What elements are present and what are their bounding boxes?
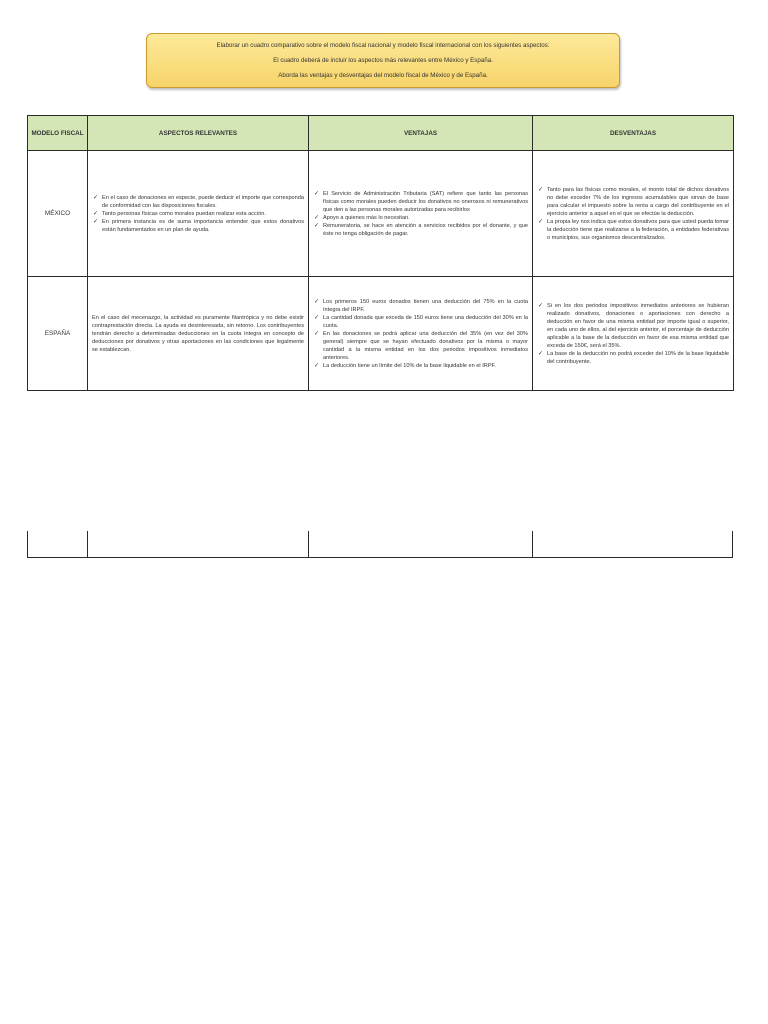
list-item: ✓ Remuneratoria, se hace en atención a servicios recibidos por el donante, y que éste no tenga obligación de pagar.: [313, 222, 528, 238]
comparison-table: [27, 115, 733, 391]
list-item: ✓ Tanto personas físicas como morales puedan realizar esta acción.: [92, 210, 304, 218]
header-aspectos-relevantes: ASPECTOS RELEVANTES: [88, 116, 309, 151]
header-ventajas: VENTAJAS: [309, 116, 533, 151]
ventajas-cell-mexico: [309, 151, 533, 277]
row-border-left: [27, 531, 28, 558]
model-cell-mexico: MÉXICO: [28, 151, 88, 277]
model-cell-espana: ESPAÑA: [28, 277, 88, 391]
instruction-line-3: Aborda las ventajas y desventajas del modelo fiscal de México y de España.: [278, 72, 488, 79]
list-item: ✓ En el caso de donaciones en especie, puede deducir el importe que corresponda de conformidad con las disposiciones fiscales.: [92, 194, 304, 210]
list-item: ✓ En las donaciones se podrá aplicar una deducción del 35% (en vez del 30% general) siempre que se hayan efectuado donativos por la misma o mayor cantidad a la misma entidad en los dos periodos impositivos inmediatos anteriores.: [313, 330, 528, 362]
row-border-col2: [308, 531, 309, 558]
list-item: ✓ La propia ley nos indica que estos donativos para que usted pueda tomar la deducción tiene que realizarse a la federación, a entidades federativas o municipios, sus organismos descentralizados.: [537, 218, 729, 242]
table-row-espana: [28, 277, 734, 391]
list-item: ✓ Apoyo a quienes más lo necesitan.: [313, 214, 528, 222]
instructions-banner: [146, 33, 620, 88]
row-border-col3: [532, 531, 533, 558]
empty-table-row-fragment: [27, 531, 733, 558]
row-border-col1: [87, 531, 88, 558]
list-item: ✓ La cantidad donada que exceda de 150 euros tiene una deducción del 30% en la cuota.: [313, 314, 528, 330]
ventajas-cell-espana: [309, 277, 533, 391]
instruction-line-2: El cuadro deberá de incluir los aspectos más relevantes entre México y España.: [273, 57, 493, 64]
list-item: ✓ Si en los dos periodos impositivos inmediatos anteriores se hubieran realizado donativos, donaciones o aportaciones con derecho a deducción en favor de una misma entidad por importe igual o superior, en cada uno de ellos, al del ejercicio anterior, el porcentaje de deducción aplicable a la base de la deducción en favor de esa misma entidad que exceda de 150€, será el 35%.: [537, 302, 729, 350]
list-item: ✓ Los primeros 150 euros donados tienen una deducción del 75% en la cuota íntegra del IRPF.: [313, 298, 528, 314]
list-item: ✓ La deducción tiene un límite del 10% de la base liquidable en el IRPF.: [313, 362, 528, 370]
list-item: ✓ La base de la deducción no podrá exceder del 10% de la base liquidable del contribuyente.: [537, 350, 729, 366]
aspectos-cell-espana: En el caso del mecenazgo, la actividad es puramente filantrópica y no debe existir contraprestación directa. La ayuda es desinteresada, sin retorno. Los contribuyentes tendrán derecho a determinadas deducciones en la cuota íntegra en concepto de deducciones por donativos y otras aportaciones en las condiciones que legalmente se establezcan.: [88, 277, 309, 391]
table-header-row: [28, 116, 734, 151]
aspectos-cell-mexico: [88, 151, 309, 277]
desventajas-cell-mexico: [533, 151, 734, 277]
table-row-mexico: [28, 151, 734, 277]
list-item: ✓ El Servicio de Administración Tributaria (SAT) refiere que tanto las personas físicas como morales pueden deducir los donativos no onerosos ni remunerativos que den a las personas morales autorizadas para recibirlos: [313, 190, 528, 214]
instruction-line-1: Elaborar un cuadro comparativo sobre el modelo fiscal nacional y modelo fiscal internacional con los siguientes aspectos:: [216, 42, 550, 49]
header-modelo-fiscal: MODELO FISCAL: [28, 116, 88, 151]
desventajas-cell-espana: [533, 277, 734, 391]
list-item: ✓ En primera instancia es de suma importancia entender que estos donativos están fundamentados en un plan de ayuda.: [92, 218, 304, 234]
row-border-bottom: [27, 557, 733, 558]
list-item: ✓ Tanto para las físicas como morales, el monto total de dichos donativos no debe exceder 7% de los ingresos acumulables que sirvan de base para calcular el impuesto sobre la renta a cargo del contribuyente en el ejercicio anterior a aquel en el que se efectúe la deducción.: [537, 186, 729, 218]
row-border-right: [732, 531, 733, 558]
header-desventajas: DESVENTAJAS: [533, 116, 734, 151]
